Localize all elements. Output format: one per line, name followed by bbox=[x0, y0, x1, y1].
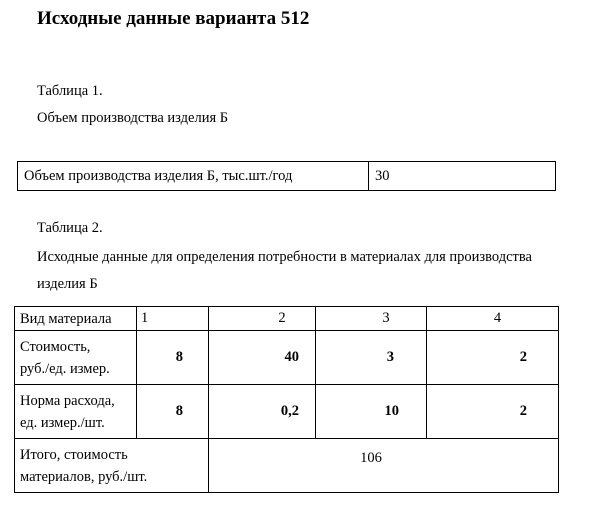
header-cell-4: 4 bbox=[427, 307, 559, 331]
norm-cell-3: 10 bbox=[316, 385, 427, 439]
cost-cell-1: 8 bbox=[137, 331, 209, 385]
table2-caption-line1: Исходные данные для определения потребности в материалах для производства bbox=[37, 249, 532, 265]
header-cell-3: 3 bbox=[316, 307, 427, 331]
norm-cell-2: 0,2 bbox=[209, 385, 316, 439]
table-cell-label: Объем производства изделия Б, тыс.шт./год bbox=[18, 162, 369, 191]
cost-cell-2: 40 bbox=[209, 331, 316, 385]
table-row bbox=[15, 385, 559, 439]
table-row bbox=[15, 331, 559, 385]
table1-number: Таблица 1. bbox=[37, 83, 103, 99]
cost-cell-3: 3 bbox=[316, 331, 427, 385]
row-label-total: Итого, стоимость материалов, руб./шт. bbox=[15, 439, 209, 493]
row-label-cost: Стоимость, руб./ед. измер. bbox=[15, 331, 137, 385]
page-title: Исходные данные варианта 512 bbox=[37, 8, 310, 29]
table2-number: Таблица 2. bbox=[37, 220, 103, 236]
table-row bbox=[15, 439, 559, 493]
table-cell-value: 30 bbox=[369, 162, 556, 191]
cost-cell-4: 2 bbox=[427, 331, 559, 385]
materials-table bbox=[14, 306, 559, 493]
production-volume-table bbox=[17, 161, 556, 191]
table-header-row bbox=[15, 307, 559, 331]
total-value-cell: 106 bbox=[209, 439, 559, 493]
header-cell-2: 2 bbox=[209, 307, 316, 331]
header-cell-material: Вид материала bbox=[15, 307, 137, 331]
norm-cell-4: 2 bbox=[427, 385, 559, 439]
table1-caption: Объем производства изделия Б bbox=[37, 110, 229, 126]
table2-caption-line2: изделия Б bbox=[37, 276, 98, 292]
table-row bbox=[18, 162, 556, 191]
norm-cell-1: 8 bbox=[137, 385, 209, 439]
row-label-norm: Норма расхода, ед. измер./шт. bbox=[15, 385, 137, 439]
header-cell-1: 1 bbox=[137, 307, 209, 331]
